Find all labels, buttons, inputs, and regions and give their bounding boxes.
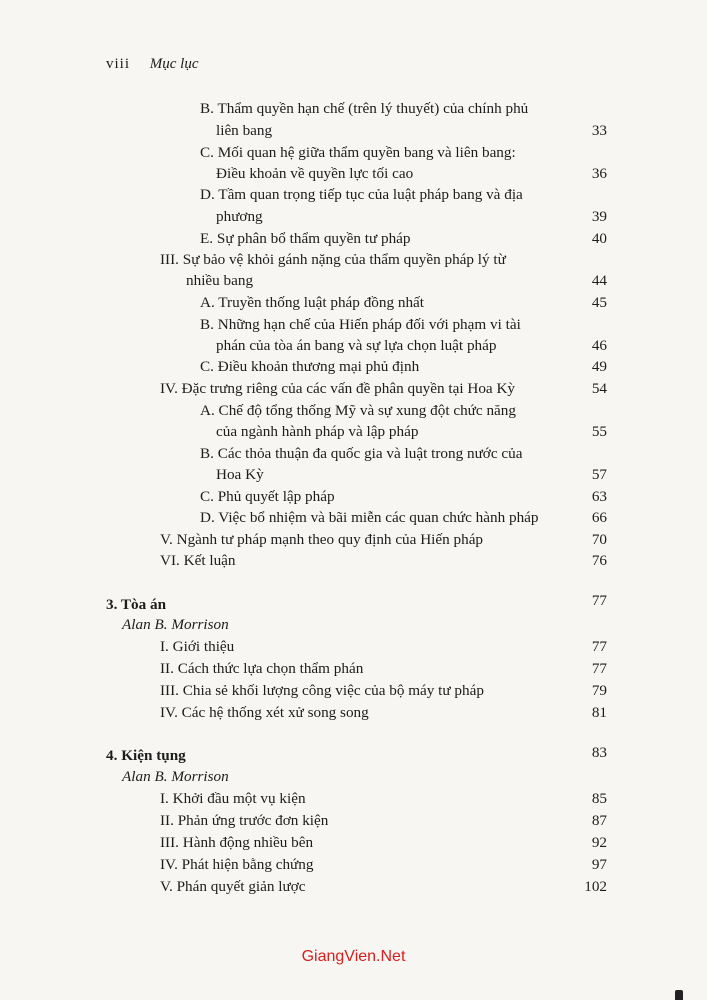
toc-entry: của ngành hành pháp và lập pháp	[216, 423, 419, 440]
chapter-author: Alan B. Morrison	[122, 616, 229, 633]
toc-page-number: 36	[591, 165, 607, 182]
toc-entry: phán của tòa án bang và sự lựa chọn luật pháp	[216, 337, 497, 354]
toc-page-number: 45	[591, 294, 607, 311]
page-number: viii	[106, 56, 131, 72]
toc-page-number: 87	[591, 812, 607, 829]
toc-entry: Điều khoản về quyền lực tối cao	[216, 165, 414, 182]
toc-entry: Hoa Kỳ	[216, 466, 264, 483]
toc-page-number: 92	[591, 834, 607, 851]
toc-page-number: 66	[591, 509, 607, 526]
toc-page-number: 81	[591, 704, 607, 721]
chapter-title: 3. Tòa án	[106, 596, 167, 613]
toc-page-number: 97	[591, 856, 607, 873]
toc-entry: C. Điều khoản thương mại phủ định	[200, 358, 420, 375]
toc-entry: A. Truyền thống luật pháp đồng nhất	[200, 294, 425, 311]
toc-page-number: 63	[591, 488, 607, 505]
toc-entry: A. Chế độ tổng thống Mỹ và sự xung đột chức năng	[200, 402, 516, 419]
toc-page-number: 39	[591, 208, 607, 225]
toc-page-number: 76	[591, 552, 607, 569]
toc-entry: IV. Phát hiện bằng chứng	[160, 856, 314, 873]
page-edge-mark	[675, 990, 683, 1000]
toc-page-number: 40	[591, 230, 607, 247]
toc-page-number: 83	[591, 744, 607, 761]
toc-entry: III. Hành động nhiều bên	[160, 834, 314, 851]
toc-entry: B. Các thỏa thuận đa quốc gia và luật trong nước của	[200, 445, 523, 462]
toc-page-number: 33	[591, 122, 607, 139]
chapter-title: 4. Kiện tụng	[106, 747, 186, 764]
toc-entry: III. Sự bảo vệ khỏi gánh nặng của thẩm quyền pháp lý từ	[160, 251, 506, 268]
toc-page-number: 55	[591, 423, 607, 440]
toc-entry: IV. Đặc trưng riêng của các vấn đề phân quyền tại Hoa Kỳ	[160, 380, 516, 397]
toc-page-number: 79	[591, 682, 607, 699]
toc-entry: I. Giới thiệu	[160, 638, 235, 655]
toc-entry: II. Cách thức lựa chọn thẩm phán	[160, 660, 364, 677]
toc-page-number: 85	[591, 790, 607, 807]
toc-page-number: 46	[591, 337, 607, 354]
toc-entry: I. Khởi đầu một vụ kiện	[160, 790, 306, 807]
toc-page-number: 70	[591, 531, 607, 548]
toc-entry: C. Phủ quyết lập pháp	[200, 488, 335, 505]
toc-page-number: 77	[591, 660, 607, 677]
watermark: GiangVien.Net	[301, 948, 406, 965]
toc-page-number: 57	[591, 466, 607, 483]
toc-entry: VI. Kết luận	[160, 552, 236, 569]
toc-entry: V. Ngành tư pháp mạnh theo quy định của Hiến pháp	[160, 531, 484, 548]
toc-entry: B. Những hạn chế của Hiến pháp đối với phạm vi tài	[200, 316, 521, 333]
toc-entry: D. Tầm quan trọng tiếp tục của luật pháp bang và địa	[200, 186, 523, 203]
toc-entry: E. Sự phân bổ thẩm quyền tư pháp	[200, 230, 411, 247]
toc-entry: C. Mối quan hệ giữa thẩm quyền bang và liên bang:	[200, 144, 516, 161]
toc-page-number: 49	[591, 358, 607, 375]
toc-entry: D. Việc bổ nhiệm và bãi miễn các quan chức hành pháp	[200, 509, 539, 526]
toc-entry: phương	[216, 208, 263, 225]
toc-entry: III. Chia sẻ khối lượng công việc của bộ máy tư pháp	[160, 682, 484, 699]
toc-entry: V. Phán quyết giản lược	[160, 878, 306, 895]
toc-entry: liên bang	[216, 122, 273, 139]
toc-entry: nhiều bang	[186, 272, 254, 289]
toc-entry: IV. Các hệ thống xét xử song song	[160, 704, 369, 721]
toc-page-number: 102	[584, 878, 607, 895]
toc-page-number: 77	[591, 592, 607, 609]
chapter-author: Alan B. Morrison	[122, 768, 229, 785]
page-header	[106, 56, 199, 73]
toc-page-number: 54	[591, 380, 607, 397]
toc-entry: B. Thẩm quyền hạn chế (trên lý thuyết) của chính phủ	[200, 100, 529, 117]
toc-entry: II. Phản ứng trước đơn kiện	[160, 812, 329, 829]
page-title: Mục lục	[149, 56, 199, 72]
toc-page-number: 44	[591, 272, 607, 289]
toc-page-number: 77	[591, 638, 607, 655]
